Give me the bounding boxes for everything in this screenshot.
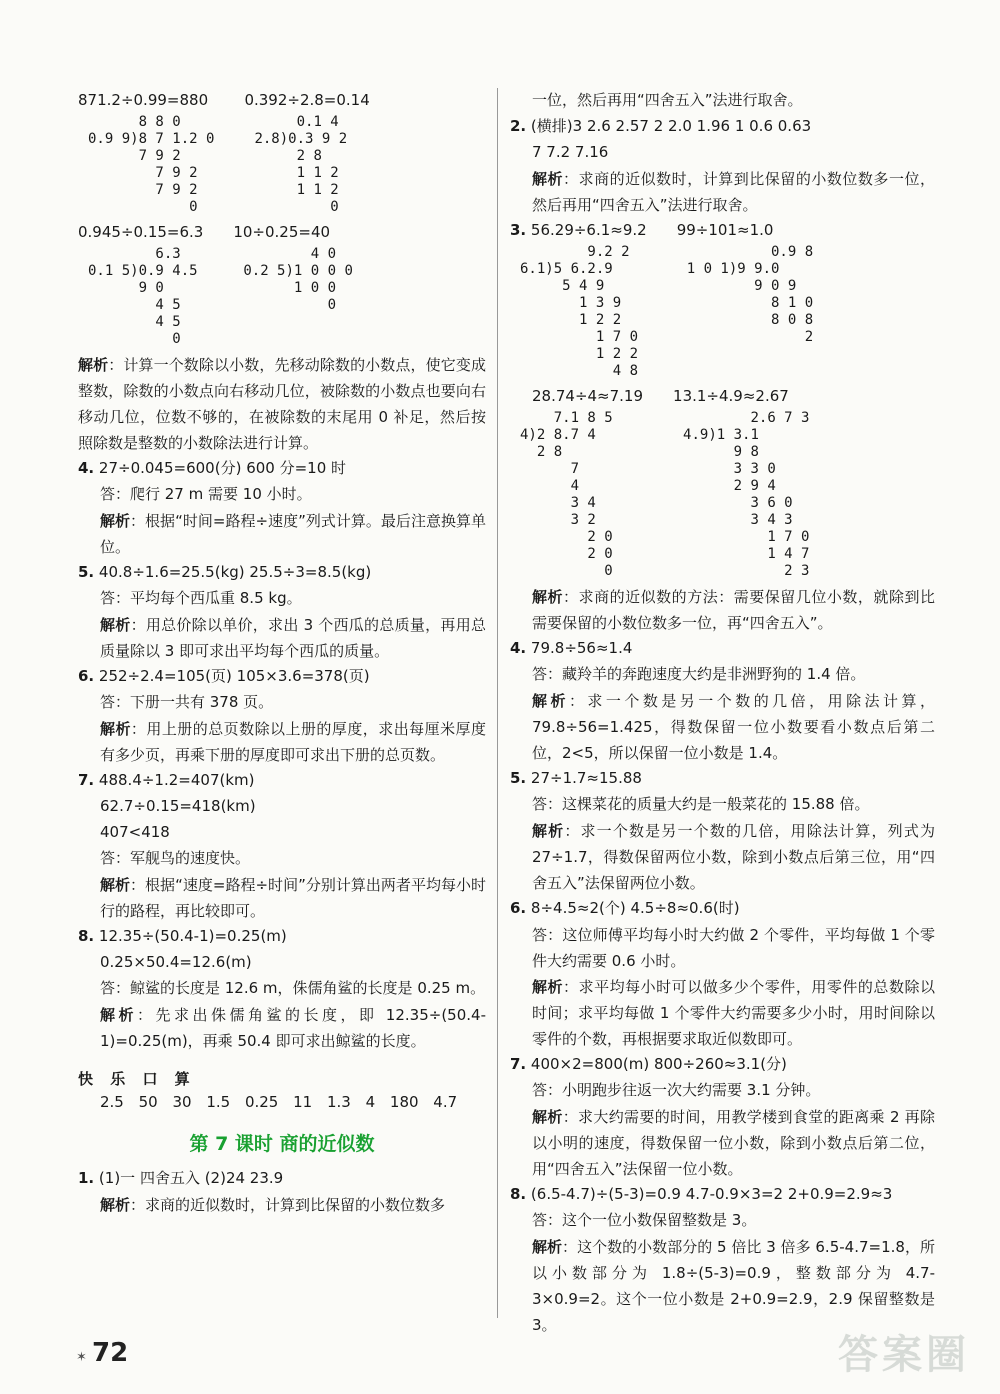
question-number: 4. — [78, 459, 95, 477]
question-number: 7. — [510, 1055, 527, 1073]
long-division: 4 0 0.2 5)1 0 0 0 1 0 0 0 — [243, 246, 353, 313]
analysis-text: ：根据“时间=路程÷速度”列式计算。最后注意换算单位。 — [100, 512, 486, 556]
long-division: 9.2 2 6.1)5 6.2.9 5 4 9 1 3 9 1 2 2 1 7 0 1 2 2 4 8 — [520, 244, 639, 379]
division-block — [78, 220, 203, 352]
analysis-text: ：求商的近似数时，计算到比保留的小数位数多一位，然后再用“四舍五入”法进行取舍。 — [532, 170, 935, 214]
answer-line: 答：下册一共有 378 页。 — [100, 693, 274, 711]
analysis-label: 解析 — [532, 1108, 563, 1126]
analysis-paragraph — [510, 584, 935, 636]
analysis-text: ：求一个数是另一个数的几倍，用除法计算，列式为 27÷1.7，得数保留两位小数，除到小数点后第三位，用“四舍五入”法保留两位小数。 — [532, 822, 935, 892]
equation: 0.25×50.4=12.6(m) — [100, 953, 252, 971]
analysis-label: 解析 — [100, 616, 131, 634]
equation: 27÷1.7≈15.88 — [530, 769, 642, 787]
answer-line: 答：这棵菜花的质量大约是一般菜花的 15.88 倍。 — [532, 795, 870, 813]
right-column — [510, 88, 935, 1338]
answer-line: 答：藏羚羊的奔跑速度大约是非洲野狗的 1.4 倍。 — [532, 665, 866, 683]
long-division: 6.3 0.1 5)0.9 4.5 9 0 4 5 4 5 0 — [88, 246, 198, 347]
analysis-paragraph — [510, 688, 935, 766]
analysis-paragraph — [78, 508, 486, 560]
section-title: 第 7 课时 商的近似数 — [189, 1133, 375, 1155]
long-division: 7.1 8 5 4)2 8.7 4 2 8 7 4 3 4 3 2 2 0 2 0 0 — [520, 410, 613, 579]
analysis-paragraph — [78, 612, 486, 664]
answer-text: 7 7.2 7.16 — [532, 143, 609, 161]
question-number: 5. — [78, 563, 95, 581]
watermark-logo: 答案圈 — [838, 1332, 970, 1378]
analysis-label: 解析 — [532, 1238, 563, 1256]
equation: 13.1÷4.9≈2.67 — [673, 387, 789, 405]
analysis-paragraph — [78, 1192, 486, 1218]
division-pair-3 — [510, 218, 935, 384]
analysis-paragraph — [78, 716, 486, 768]
equation: 62.7÷0.15=418(km) — [100, 797, 256, 815]
question-number: 8. — [510, 1185, 527, 1203]
division-block — [677, 218, 813, 384]
analysis-text: ：求大约需要的时间，用教学楼到食堂的距离乘 2 再除以小明的速度，得数保留一位小数，除到小数点后第二位，用“四舍五入”法保留一位小数。 — [532, 1108, 935, 1178]
question-number: 6. — [510, 899, 527, 917]
analysis-label: 解析 — [532, 588, 564, 606]
analysis-text: ：求一个数是另一个数的几倍，用除法计算，79.8÷56=1.425，得数保留一位小数要看小数点后第二位，2<5，所以保留一位小数是 1.4。 — [532, 692, 935, 762]
question-number: 7. — [78, 771, 95, 789]
long-division: 0.1 4 2.8)0.3 9 2 2 8 1 1 2 1 1 2 0 — [254, 114, 348, 215]
equation: 40.8÷1.6=25.5(kg) 25.5÷3=8.5(kg) — [98, 563, 372, 581]
analysis-paragraph — [510, 818, 935, 896]
answer-line: 答：这个一位小数保留整数是 3。 — [532, 1211, 757, 1229]
long-division: 8 8 0 0.9 9)8 7 1.2 0 7 9 2 7 9 2 7 9 2 0 — [88, 114, 215, 215]
answer-line: 答：小明跑步往返一次大约需要 3.1 分钟。 — [532, 1081, 821, 1099]
answer-line: 答：平均每个西瓜重 8.5 kg。 — [100, 589, 302, 607]
analysis-paragraph — [510, 1104, 935, 1182]
division-block — [78, 88, 214, 220]
analysis-label: 解析 — [100, 720, 131, 738]
analysis-paragraph — [78, 872, 486, 924]
answer-text: (1)一 四舍五入 (2)24 23.9 — [98, 1169, 284, 1187]
analysis-text: ：这个数的小数部分的 5 倍比 3 倍多 6.5-4.7=1.8，所以小数部分为 1.8÷(5-3)=0.9，整数部分为 4.7-3×0.9=2。这个一位小数是 2+0.9=2.9，2.9 保留整数是 3。 — [532, 1238, 935, 1334]
division-block — [510, 218, 647, 384]
left-column — [78, 88, 486, 1218]
analysis-paragraph — [78, 1002, 486, 1054]
analysis-label: 解析 — [532, 822, 565, 840]
analysis-text: ：计算一个数除以小数，先移动除数的小数点，使它变成整数，除数的小数点向右移动几位，被除数的小数点也要向右移动几位，位数不够的，在被除数的末尾用 0 补足，然后按照除数是整数的小数除法进行计算。 — [78, 356, 486, 452]
analysis-label: 解析 — [100, 512, 131, 530]
equation: 488.4÷1.2=407(km) — [98, 771, 255, 789]
analysis-label: 解析 — [532, 978, 564, 996]
analysis-label: 解析 — [100, 1006, 138, 1024]
answer-text: (横排)3 2.6 2.57 2 2.0 1.96 1 0.6 0.63 — [530, 117, 812, 135]
answer-line: 答：军舰鸟的速度快。 — [100, 849, 251, 867]
question-number: 5. — [510, 769, 527, 787]
division-pair-1 — [78, 88, 486, 220]
analysis-label: 解析 — [100, 876, 131, 894]
analysis-text: ：先求出侏儒角鲨的长度，即 12.35÷(50.4-1)=0.25(m)，再乘 50.4 即可求出鲸鲨的长度。 — [100, 1006, 486, 1050]
page-number: 72 — [92, 1338, 129, 1368]
equation: 27÷0.045=600(分) 600 分=10 时 — [98, 459, 347, 477]
analysis-text: ：用总价除以单价，求出 3 个西瓜的总质量，再用总质量除以 3 即可求出平均每个西瓜的质量。 — [100, 616, 486, 660]
equation: 0.945÷0.15=6.3 — [78, 223, 204, 241]
mental-math-answers: 2.5 50 30 1.5 0.25 11 1.3 4 180 4.7 — [100, 1093, 458, 1111]
long-division: 2.6 7 3 4.9)1 3.1 9 8 3 3 0 2 9 4 3 6 0 3 4 3 1 7 0 1 4 7 2 3 — [683, 410, 810, 579]
question-number: 6. — [78, 667, 95, 685]
equation: 407<418 — [100, 823, 170, 841]
analysis-paragraph — [78, 352, 486, 456]
equation: 79.8÷56≈1.4 — [530, 639, 633, 657]
equation: 400×2=800(m) 800÷260≈3.1(分) — [530, 1055, 787, 1073]
division-block — [673, 384, 809, 584]
equation: (6.5-4.7)÷(5-3)=0.9 4.7-0.9×3=2 2+0.9=2.9≈3 — [530, 1185, 893, 1203]
star-icon: ✶ — [76, 1350, 87, 1365]
division-block — [244, 88, 369, 220]
equation: 0.392÷2.8=0.14 — [244, 91, 370, 109]
division-pair-4 — [510, 384, 935, 584]
question-number: 4. — [510, 639, 527, 657]
answer-line: 答：这位师傅平均每小时大约做 2 个零件，平均每做 1 个零件大约需要 0.6 小时。 — [532, 926, 935, 970]
analysis-text: ：用上册的总页数除以上册的厚度，求出每厘米厚度有多少页，再乘下册的厚度即可求出下册的总页数。 — [100, 720, 486, 764]
analysis-text: ：求商的近似数的方法：需要保留几位小数，就除到比需要保留的小数位数多一位，再“四舍五入”。 — [532, 588, 935, 632]
equation: 56.29÷6.1≈9.2 — [530, 221, 647, 239]
equation: 252÷2.4=105(页) 105×3.6=378(页) — [98, 667, 370, 685]
equation: 99÷101≈1.0 — [676, 221, 774, 239]
analysis-label: 解析 — [100, 1196, 131, 1214]
equation: 12.35÷(50.4-1)=0.25(m) — [98, 927, 287, 945]
division-block — [233, 220, 353, 352]
analysis-label: 解析 — [532, 692, 569, 710]
continued-text: 一位，然后再用“四舍五入”法进行取舍。 — [532, 91, 803, 109]
question-number: 3. — [510, 221, 527, 239]
answer-line: 答：鲸鲨的长度是 12.6 m，侏儒角鲨的长度是 0.25 m。 — [100, 979, 486, 997]
analysis-paragraph — [510, 166, 935, 218]
analysis-label: 解析 — [532, 170, 564, 188]
question-number: 8. — [78, 927, 95, 945]
equation: 8÷4.5≈2(个) 4.5÷8≈0.6(时) — [530, 899, 740, 917]
equation: 871.2÷0.99=880 — [78, 91, 209, 109]
analysis-label: 解析 — [78, 356, 109, 374]
analysis-text: ：求平均每小时可以做多少个零件，用零件的总数除以时间；求平均每做 1 个零件大约需要多少小时，用时间除以零件的个数，再根据要求取近似数即可。 — [532, 978, 935, 1048]
analysis-text: ：求商的近似数时，计算到比保留的小数位数多 — [130, 1196, 446, 1214]
mental-math-title: 快 乐 口 算 — [78, 1070, 196, 1088]
long-division: 0.9 8 1 0 1)9 9.0 9 0 9 8 1 0 8 0 8 2 — [686, 244, 814, 345]
division-pair-2 — [78, 220, 486, 352]
analysis-paragraph — [510, 974, 935, 1052]
answer-line: 答：爬行 27 m 需要 10 小时。 — [100, 485, 312, 503]
division-block — [510, 384, 643, 584]
analysis-text: ：根据“速度=路程÷时间”分别计算出两者平均每小时行的路程，再比较即可。 — [100, 876, 486, 920]
question-number: 2. — [510, 117, 527, 135]
equation: 10÷0.25=40 — [233, 223, 331, 241]
equation: 28.74÷4≈7.19 — [532, 387, 644, 405]
question-number: 1. — [78, 1169, 95, 1187]
column-divider — [497, 88, 498, 1318]
